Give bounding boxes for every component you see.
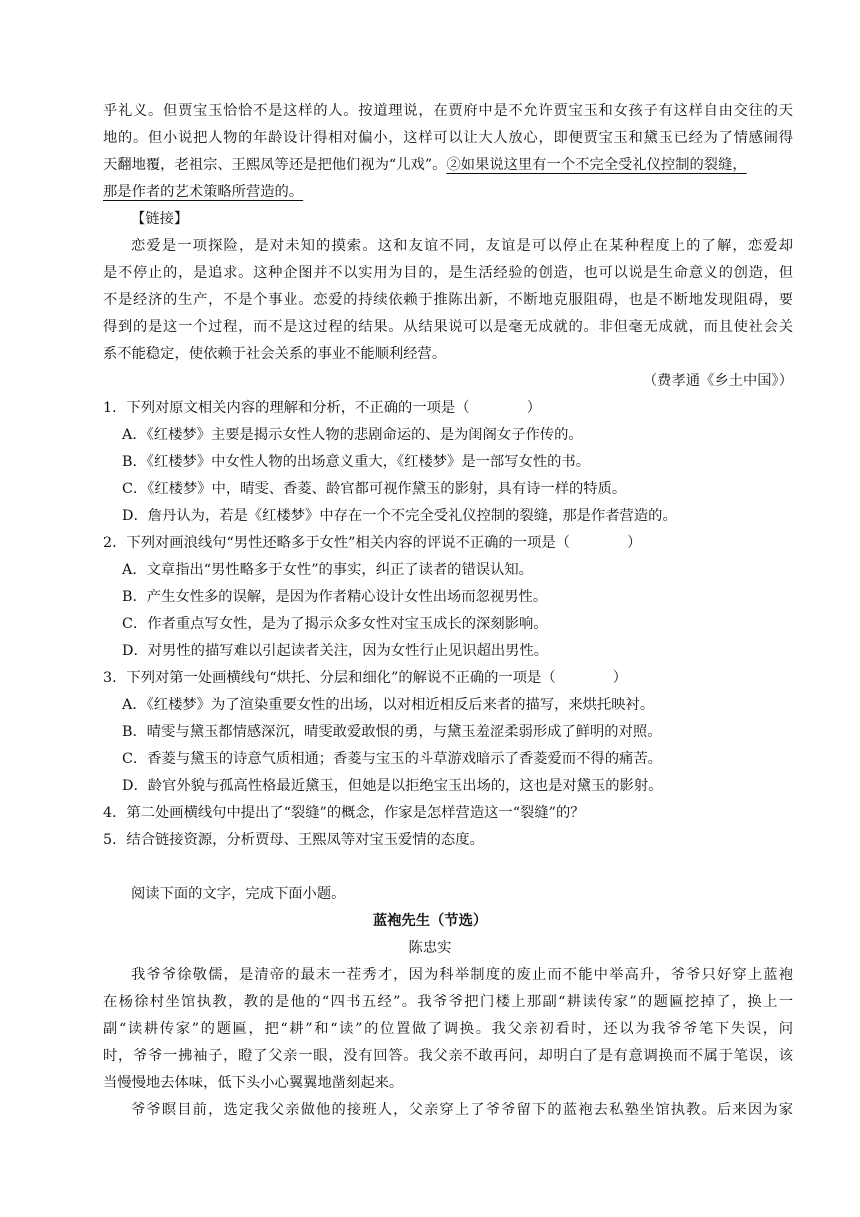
passage-line: 地的。但小说把人物的年龄设计得相对偏小，这样可以让大人放心，即便贾宝玉和黛玉已经为了情感闹得 — [103, 130, 793, 146]
question-2-option-b: B．产生女性多的误解，是因为作者精心设计女性出场而忽视男性。 — [122, 589, 548, 605]
question-3-stem: 3．下列对第一处画横线句“烘托、分层和细化”的解说不正确的一项是（ ） — [103, 670, 628, 686]
link-line: 得到的是这一个过程，而不是这过程的结果。从结果说可以是毫无成就的。非但毫无成就，而且使社会关 — [103, 319, 793, 335]
question-3-option-a: A．《红楼梦》为了渲染重要女性的出场，以对相近相反后来者的描写，来烘托映衬。 — [122, 697, 655, 713]
article-title: 蓝袍先生（节选） — [372, 913, 488, 929]
question-3-option-b: B．晴雯与黛玉都情感深沉，晴雯敢爱敢恨的勇，与黛玉羞涩柔弱形成了鲜明的对照。 — [122, 724, 662, 740]
question-3-option-c: C．香菱与黛玉的诗意气质相通；香菱与宝玉的斗草游戏暗示了香菱爱而不得的痛苦。 — [122, 751, 662, 767]
question-2-option-d: D．对男性的描写难以引起读者关注，因为女性行止见识超出男性。 — [122, 643, 549, 659]
question-4: 4．第二处画横线句中提出了“裂缝”的概念，作家是怎样营造这一“裂缝”的？ — [103, 805, 585, 821]
passage-line — [103, 152, 793, 179]
reading-instruction: 阅读下面的文字，完成下面小题。 — [131, 886, 346, 902]
question-1-option-c: C．《红楼梦》中，晴雯、香菱、龄官都可视作黛玉的影射，具有诗一样的特质。 — [122, 481, 627, 497]
article-line: 我爷爷徐敬儒，是清帝的最末一茬秀才，因为科举制度的废止而不能中举高升，爷爷只好穿上蓝袍 — [131, 967, 793, 983]
passage-line: 乎礼义。但贾宝玉恰恰不是这样的人。按道理说，在贾府中是不允许贾宝玉和女孩子有这样自由交往的天 — [103, 103, 793, 119]
question-1-stem: 1．下列对原文相关内容的理解和分析，不正确的一项是（ ） — [103, 400, 541, 416]
question-3-option-d: D．龄官外貌与孤高性格最近黛玉，但她是以拒绝宝玉出场的，这也是对黛玉的影射。 — [122, 778, 663, 794]
question-1-option-d: D．詹丹认为，若是《红楼梦》中存在一个不完全受礼仪控制的裂缝，那是作者营造的。 — [122, 508, 677, 524]
question-2-stem: 2．下列对画浪线句“男性还略多于女性”相关内容的评说不正确的一项是（ ） — [103, 535, 642, 551]
link-line: 系不能稳定，使依赖于社会关系的事业不能顺利经营。 — [103, 346, 447, 362]
article-author: 陈忠实 — [408, 940, 452, 956]
link-heading: 【链接】 — [131, 211, 189, 227]
link-source: （费孝通《乡土中国》） — [642, 373, 793, 389]
link-line: 是不停止的，是追求。这种企图并不以实用为目的，是生活经验的创造，也可以说是生命意义的创造，但 — [103, 265, 793, 281]
question-1-option-a: A．《红楼梦》主要是揭示女性人物的悲剧命运的、是为闺阁女子作传的。 — [122, 427, 583, 443]
article-line: 时，爷爷一拂袖子，瞪了父亲一眼，没有回答。我父亲不敢再问，却明白了是有意调换而不属于笔误，该 — [103, 1048, 793, 1064]
question-5: 5．结合链接资源，分析贾母、王熙凤等对宝玉爱情的态度。 — [103, 832, 484, 848]
passage-text: 天翻地覆，老祖宗、王熙凤等还是把他们视为“儿戏”。 — [103, 157, 447, 173]
underlined-sentence-2-cont: 那是作者的艺术策略所营造的。 — [103, 184, 304, 200]
link-line: 不是经济的生产，不是个事业。恋爱的持续依赖于推陈出新，不断地克服阻碍，也是不断地发现阻碍，要 — [103, 292, 793, 308]
underlined-sentence-2: ②如果说这里有一个不完全受礼仪控制的裂缝， — [446, 157, 747, 173]
link-line: 恋爱是一项探险，是对未知的摸索。这和友谊不同，友谊是可以停止在某种程度上的了解，恋爱却 — [131, 238, 793, 254]
article-line: 副“读耕传家”的题匾，把“耕”和“读”的位置做了调换。我父亲初看时，还以为我爷爷笔下失误，问 — [103, 1021, 793, 1037]
question-1-option-b: B．《红楼梦》中女性人物的出场意义重大，《红楼梦》是一部写女性的书。 — [122, 454, 590, 470]
article-line: 当慢慢地去体味，低下头小心翼翼地凿刻起来。 — [103, 1075, 404, 1091]
article-line: 在杨徐村坐馆执教，教的是他的“四书五经”。我爷爷把门楼上那副“耕读传家”的题匾挖掉了，换上一 — [103, 994, 793, 1010]
question-2-option-c: C．作者重点写女性，是为了揭示众多女性对宝玉成长的深刻影响。 — [122, 616, 548, 632]
article-line: 爷爷瞑目前，选定我父亲做他的接班人，父亲穿上了爷爷留下的蓝袍去私塾坐馆执教。后来因为家 — [131, 1102, 793, 1118]
question-2-option-a: A．文章指出“男性略多于女性”的事实，纠正了读者的错误认知。 — [122, 562, 533, 578]
